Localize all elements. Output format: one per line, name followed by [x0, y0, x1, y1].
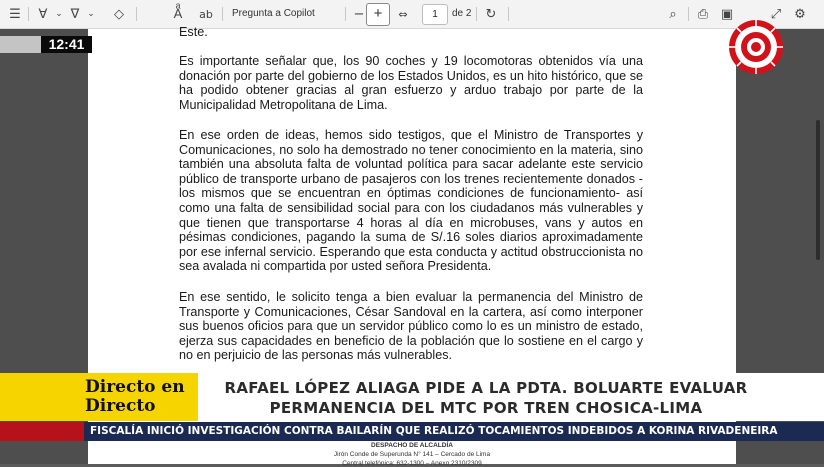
toolbar-divider	[28, 7, 29, 21]
toolbar-divider	[345, 7, 346, 21]
toolbar-divider	[222, 7, 223, 21]
program-title-line: Directo	[85, 396, 156, 416]
page-number-input[interactable]: 1	[422, 4, 448, 25]
chevron-down-icon[interactable]: ⌄	[55, 9, 63, 19]
letter-paragraph: En ese sentido, le solicito tenga a bien evaluar la permanencia del Ministro de Transporte y Comunicaciones, César Sandoval en la cartera, así como interponer sus buenos oficios para que un servidor público como lo es un ministro de estado, ejerza sus capacidades en beneficio de la población que lo sostiene en el cargo y no en perjuicio de las personas más vulnerables.	[179, 290, 643, 363]
toolbar-divider	[508, 7, 509, 21]
headline-line: RAFAEL LÓPEZ ALIAGA PIDE A LA PDTA. BOLUARTE EVALUAR	[224, 379, 748, 397]
headline-line: PERMANENCIA DEL MTC POR TREN CHOSICA-LIMA	[269, 399, 703, 417]
footer-phone: Central telefónica: 632-1300 – Anexo 2310/2309	[342, 460, 482, 467]
clock-accent-bar	[0, 36, 41, 53]
program-title	[85, 378, 205, 416]
letter-paragraph: En ese orden de ideas, hemos sido testigos, que el Ministro de Transportes y Comunicaciones, no solo ha demostrado no tener conocimiento en la materia, sino también una absoluta falta de voluntad política para sacar adelante este servicio público de transporte urbano de pasajeros con los trenes recientemente donados -los mismos que se encuentran en óptimas condiciones de funcionamiento- así como una falta de sensibilidad social para con los ciudadanos más vulnerables y que tienen que transportarse 4 horas al día en microbuses, vans y autos en pésimas condiciones, pagando la suma de S/.16 soles diarios aproximadamente por ese infernal servicio. Esperando que esta conducta y actitud obstruccionista no sea avalada ni compartida por usted señora Presidenta.	[179, 128, 643, 274]
program-title-line: Directo en	[85, 377, 185, 397]
search-icon[interactable]: ⌕	[669, 6, 677, 22]
zoom-out-icon[interactable]: −	[353, 6, 365, 22]
rotate-icon[interactable]: ↻	[485, 6, 497, 22]
zoom-in-button[interactable]: +	[366, 3, 390, 26]
ticker-accent	[0, 422, 84, 441]
toolbar-divider	[688, 7, 689, 21]
copilot-prompt[interactable]: Pregunta a Copilot	[232, 8, 315, 19]
toolbar-divider	[476, 7, 477, 21]
print-icon[interactable]: ⎙	[697, 6, 709, 22]
save-icon[interactable]: ▣	[720, 6, 734, 22]
highlight-icon[interactable]: ∇	[70, 6, 80, 22]
eraser-icon[interactable]: ◇	[114, 6, 124, 22]
chevron-down-icon[interactable]: ⌄	[87, 9, 95, 19]
vertical-scrollbar[interactable]	[816, 120, 820, 260]
page-total: de 2	[452, 8, 472, 19]
translate-icon[interactable]: ab	[199, 7, 213, 21]
broadcast-clock: 12:41	[41, 36, 92, 53]
footer-office: DESPACHO DE ALCALDÍA	[371, 442, 453, 449]
toolbar-divider	[136, 7, 137, 21]
fullscreen-icon[interactable]: ⤢	[770, 6, 782, 22]
letter-paragraph: Este.	[179, 25, 208, 39]
toc-icon[interactable]: ☰	[9, 6, 21, 22]
draw-icon[interactable]: ∀	[38, 6, 48, 22]
settings-gear-icon[interactable]: ⚙	[794, 6, 806, 22]
channel-logo-icon	[727, 18, 785, 76]
ticker-text: FISCALÍA INICIÓ INVESTIGACIÓN CONTRA BAILARÍN QUE REALIZÓ TOCAMIENTOS INDEBIDOS A KORINA RIVADENEIRA	[90, 425, 778, 437]
news-headline	[206, 378, 766, 418]
fit-page-icon[interactable]: ⇔	[398, 7, 408, 21]
footer-address: Jirón Conde de Superunda N° 141 – Cercado de Lima	[333, 451, 491, 458]
letter-paragraph: Es importante señalar que, los 90 coches y 19 locomotoras obtenidos vía una donación por parte del gobierno de los Estados Unidos, es un hito histórico, que se ha podido obtener gracias al gran esfuerzo y arduo trabajo por parte de la Municipalidad Metropolitana de Lima.	[179, 54, 643, 112]
text-size-icon[interactable]: Aͣ	[173, 7, 183, 22]
